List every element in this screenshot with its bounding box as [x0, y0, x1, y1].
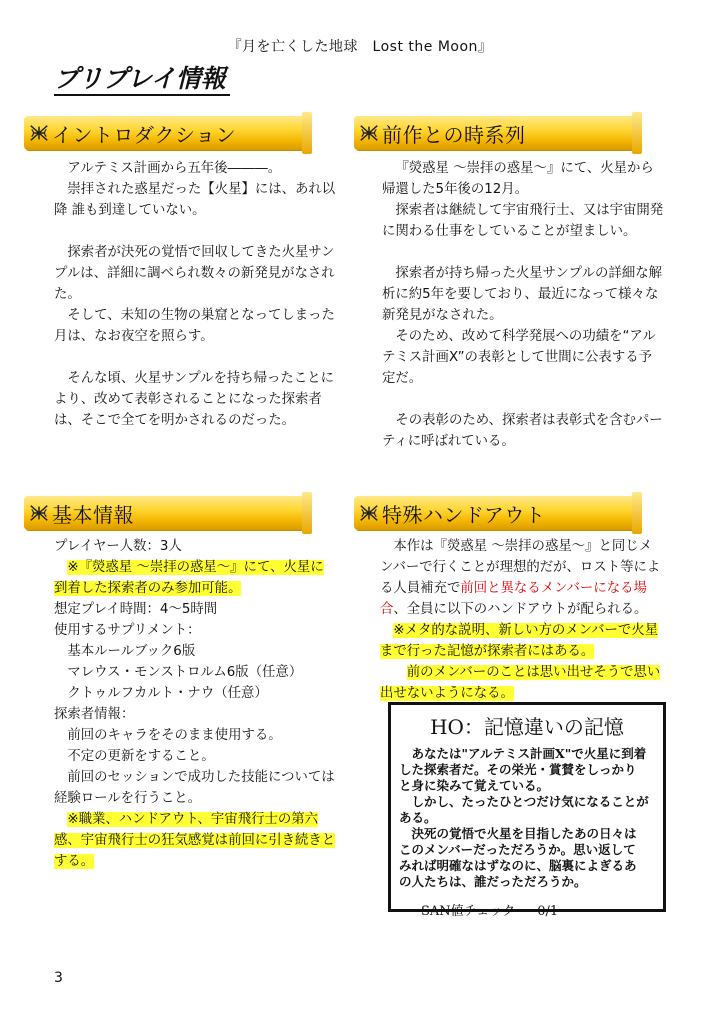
intro-heading: イントロダクション: [52, 122, 237, 147]
highlight: まで行った記憶が探索者にはある。: [380, 644, 595, 659]
text-line: に関わる仕事をしていることが望ましい。: [382, 224, 637, 239]
text-line: 決死の覚悟で火星を目指したあの日々は: [411, 826, 637, 841]
investigator-line: 前回のセッションで成功した技能については: [67, 770, 335, 785]
text-line: 『熒惑星 ～崇拝の惑星～』にて、火星から: [395, 161, 654, 176]
highlight: する。: [54, 854, 95, 869]
investigator-line: 経験ロールを行うこと。: [54, 791, 202, 806]
text-line: 本作は『熒惑星 ～崇拝の惑星～』と同じメ: [393, 539, 653, 554]
emblem-icon: [358, 502, 380, 524]
text-line: の人たちは、誰だっただろうか。: [399, 874, 587, 889]
emblem-icon: [28, 122, 50, 144]
highlight: 前のメンバーのことは思い出せそうで思い: [406, 665, 661, 680]
intro-text: [24, 158, 344, 431]
text-line: と身に染みて覚えている。: [399, 778, 550, 793]
text-line: は、そこで全てを明かされるのだった。: [54, 413, 296, 428]
handout-box-title: HO：記憶違いの記憶: [430, 715, 624, 739]
text-line: その表彰のため、探索者は表彰式を含むパー: [395, 413, 663, 428]
handout-box: [388, 702, 666, 919]
investigator-label: 探索者情報：: [54, 707, 135, 722]
text-span: る人員補充で: [380, 581, 461, 596]
players: プレイヤー人数：3人: [54, 539, 182, 554]
handout-section: [354, 496, 674, 704]
text-line: 降 誰も到達していない。: [54, 203, 206, 218]
text-line: アルテミス計画から五年後―――。: [67, 161, 282, 176]
note-line: [54, 830, 344, 851]
text-line: ある。: [399, 810, 437, 825]
text-line: あなたは"アルテミス計画X"で火星に到着: [411, 746, 647, 761]
playtime: 想定プレイ時間：4～5時間: [54, 602, 218, 617]
text-line: [380, 599, 680, 620]
text-line: そんな頃、火星サンプルを持ち帰ったことに: [67, 371, 334, 386]
page-number: 3: [54, 970, 63, 986]
text-line: テミス計画X”の表彰として世間に公表する予: [382, 350, 652, 365]
highlight: ※『熒惑星 ～崇拝の惑星～』にて、火星に: [67, 560, 324, 575]
text-line: 探索者が決死の覚悟で回収してきた火星サン: [67, 245, 335, 260]
text-line: より、改めて表彰されることになった探索者: [54, 392, 322, 407]
text-line: みれば明確なはずなのに、脳裏によぎるあ: [399, 858, 637, 873]
emblem-icon: [28, 502, 50, 524]
emphasis-red: 合: [380, 602, 394, 617]
investigator-line: 不定の更新をすること。: [67, 749, 215, 764]
timeline-section: [354, 116, 674, 452]
text-line: ティに呼ばれている。: [382, 434, 515, 449]
text-span: 、全員に以下のハンドアウトが配られる。: [393, 602, 648, 617]
note-line: [380, 662, 680, 683]
handout-text: [354, 536, 680, 704]
text-line: した探索者だ。その栄光・賞賛をしっかり: [399, 762, 637, 777]
note-line: [380, 683, 680, 704]
text-line: 崇拝された惑星だった【火星】には、あれ以: [67, 182, 336, 197]
investigator-line: 前回のキャラをそのまま使用する。: [67, 728, 282, 743]
supplement-item: マレウス・モンストロルム6版（任意）: [67, 665, 303, 680]
highlight: ※職業、ハンドアウト、宇宙飛行士の第六: [67, 812, 319, 827]
supplement-item: 基本ルールブック6版: [67, 644, 196, 659]
highlight: 到着した探索者のみ参加可能。: [54, 581, 242, 596]
text-line: しかし、たったひとつだけ気になることが: [411, 794, 649, 809]
text-line: プルは、詳細に調べられ数々の新発見がなされ: [54, 266, 335, 281]
text-line: 探索者は継続して宇宙飛行士、又は宇宙開発: [395, 203, 664, 218]
basic-heading: 基本情報: [52, 502, 134, 527]
document-title: 『月を亡くした地球 Lost the Moon』: [227, 39, 493, 55]
text-line: た。: [54, 287, 81, 302]
text-line: [380, 578, 680, 599]
text-line: そのため、改めて科学発展への功績を“アル: [395, 329, 656, 344]
note-line: [54, 851, 344, 872]
supplements-label: 使用するサプリメント：: [54, 623, 201, 638]
note-line: [380, 641, 680, 662]
supplement-item: クトゥルフカルト・ナウ（任意）: [67, 686, 268, 701]
text-line: 帰還した5年後の12月。: [382, 182, 529, 197]
handout-banner: [354, 496, 634, 530]
text-line: 定だ。: [382, 371, 423, 386]
basic-text: [24, 536, 344, 872]
san-label: SAN値チェック: [421, 904, 516, 919]
emblem-icon: [358, 122, 380, 144]
text-line: 月は、なお夜空を照らす。: [54, 329, 214, 344]
highlight: 感、宇宙飛行士の狂気感覚は前回に引き続きと: [54, 833, 336, 848]
timeline-text: [354, 158, 678, 452]
page-heading: プリプレイ情報: [54, 64, 230, 96]
timeline-banner: [354, 116, 634, 150]
note-line: [54, 809, 344, 830]
note-line: [54, 557, 344, 578]
text-line: このメンバーだっただろうか。思い返して: [399, 842, 636, 857]
emphasis-red: 前回と異なるメンバーになる場: [460, 581, 647, 596]
intro-banner: [24, 116, 304, 150]
note-line: [54, 578, 344, 599]
highlight: 出せないようになる。: [380, 686, 514, 701]
text-line: 探索者が持ち帰った火星サンプルの詳細な解: [395, 266, 662, 281]
timeline-heading: 前作との時系列: [382, 122, 526, 147]
text-line: そして、未知の生物の巣窟となってしまった: [67, 308, 335, 323]
text-line: 析に約5年を要しており、最近になって様々な: [382, 287, 659, 302]
text-line: ンバーで行くことが理想的だが、ロスト等によ: [380, 560, 661, 575]
basic-banner: [24, 496, 304, 530]
note-line: [380, 620, 680, 641]
san-value: 0/1: [537, 904, 559, 919]
handout-box-text: [391, 740, 663, 890]
handout-heading: 特殊ハンドアウト: [382, 502, 546, 527]
basic-section: [24, 496, 344, 872]
text-line: 新発見がなされた。: [382, 308, 503, 323]
san-check: [421, 900, 663, 919]
intro-section: [24, 116, 336, 431]
highlight: ※メタ的な説明、新しい方のメンバーで火星: [393, 623, 659, 638]
